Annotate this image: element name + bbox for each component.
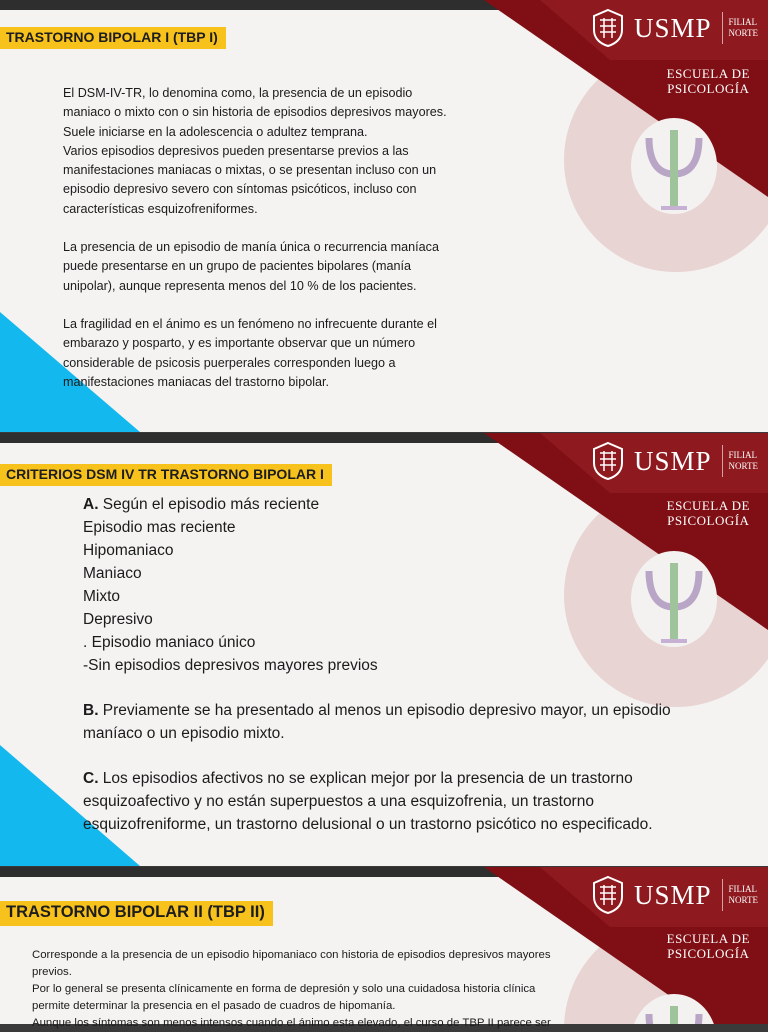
s1-line: puede presentarse en un grupo de pacientes bipolares (manía <box>63 259 411 274</box>
psi-logo-icon <box>631 116 717 216</box>
brand-divider <box>722 12 723 44</box>
criterion-b: B. Previamente se ha presentado al menos un episodio depresivo mayor, un episodio <box>83 702 671 719</box>
slide-2-body <box>83 493 743 836</box>
s1-line: La presencia de un episodio de manía única o recurrencia maníaca <box>63 240 439 255</box>
usmp-brand <box>590 8 758 48</box>
criterion-a-item: Hipomaniaco <box>83 542 174 559</box>
brand-divider <box>722 879 723 911</box>
criterion-a: A. Según el episodio más reciente <box>83 496 320 513</box>
s1-line: Suele iniciarse en la adolescencia o adultez temprana. <box>63 124 368 139</box>
slide-1-title: TRASTORNO BIPOLAR I (TBP I) <box>0 27 226 49</box>
usmp-brand <box>590 441 758 481</box>
s1-line: Varios episodios depresivos pueden presentarse previos a las <box>63 143 409 158</box>
criterion-a-item: Maniaco <box>83 565 142 582</box>
psi-logo-icon <box>631 992 717 1024</box>
brand-name: USMP <box>633 879 712 910</box>
s3-line: Por lo general se presenta clínicamente en forma de depresión y solo una cuidadosa historia clínica <box>32 983 536 995</box>
slide-2-title: CRITERIOS DSM IV TR TRASTORNO BIPOLAR I <box>0 464 332 486</box>
criterion-a-item: . Episodio maniaco único <box>83 634 256 651</box>
criterion-a-item: -Sin episodios depresivos mayores previos <box>83 657 378 674</box>
usmp-seal-icon <box>590 441 626 481</box>
criterion-a-item: Episodio mas reciente <box>83 519 236 536</box>
usmp-seal-icon <box>590 8 626 48</box>
s3-line: previos. <box>32 966 72 978</box>
brand-filial: FILIAL NORTE <box>728 450 758 471</box>
s1-line: El DSM-IV-TR, lo denomina como, la presencia de un episodio <box>63 86 413 100</box>
school-name: ESCUELA DE PSICOLOGÍA <box>666 498 750 528</box>
usmp-brand <box>590 875 758 915</box>
criterion-c-line: esquizofreniforme, un trastorno delusional o un trastorno psicótico no especificado. <box>83 816 653 833</box>
criterion-c-line: esquizoafectivo y no están superpuestos a una esquizofrenia, un trastorno <box>83 793 594 810</box>
school-name: ESCUELA DE PSICOLOGÍA <box>666 66 750 96</box>
s1-line: maniaco o mixto con o sin historia de episodios depresivos mayores. <box>63 105 447 120</box>
s1-line: episodio depresivo severo con síntomas psicóticos, incluso con <box>63 182 417 197</box>
brand-name: USMP <box>633 12 712 43</box>
criterion-a-item: Mixto <box>83 588 121 605</box>
brand-divider <box>722 445 723 477</box>
s1-line: considerable de psicosis puerperales corresponden luego a <box>63 355 396 370</box>
s1-line: unipolar), aunque representa menos del 10 % de los pacientes. <box>63 278 417 293</box>
s1-line: manifestaciones maniacas o mixtas, o se presentan incluso con un <box>63 163 437 178</box>
s1-line: características esquizofreniformes. <box>63 201 258 216</box>
slide-3-body <box>32 947 632 1032</box>
criterion-a-item: Depresivo <box>83 611 153 628</box>
slide-1 <box>0 0 768 432</box>
usmp-seal-icon <box>590 875 626 915</box>
criterion-b-line: maníaco o un episodio mixto. <box>83 725 285 742</box>
slide-1-body <box>63 84 513 392</box>
s1-line: La fragilidad en el ánimo es un fenómeno no infrecuente durante el <box>63 316 437 331</box>
s3-line: Aunque los síntomas son menos intensos cuando el ánimo esta elevado, el curso de TBP II parece ser <box>32 1017 551 1029</box>
s3-line: permite determinar la presencia en el pasado de cuadros de hipomanía. <box>32 1000 396 1012</box>
brand-name: USMP <box>633 445 712 476</box>
slide-3-title: TRASTORNO BIPOLAR II (TBP II) <box>0 901 273 926</box>
criterion-c: C. Los episodios afectivos no se explican mejor por la presencia de un trastorno <box>83 770 633 787</box>
brand-filial: FILIAL NORTE <box>728 17 758 38</box>
s1-line: manifestaciones maniacas del trastorno bipolar. <box>63 374 330 389</box>
school-name: ESCUELA DE PSICOLOGÍA <box>666 931 750 961</box>
s3-line: Corresponde a la presencia de un episodio hipomaniaco con historia de episodios depresivos mayores <box>32 949 551 961</box>
brand-filial: FILIAL NORTE <box>728 884 758 905</box>
s1-line: embarazo y posparto, y es importante observar que un número <box>63 336 416 351</box>
